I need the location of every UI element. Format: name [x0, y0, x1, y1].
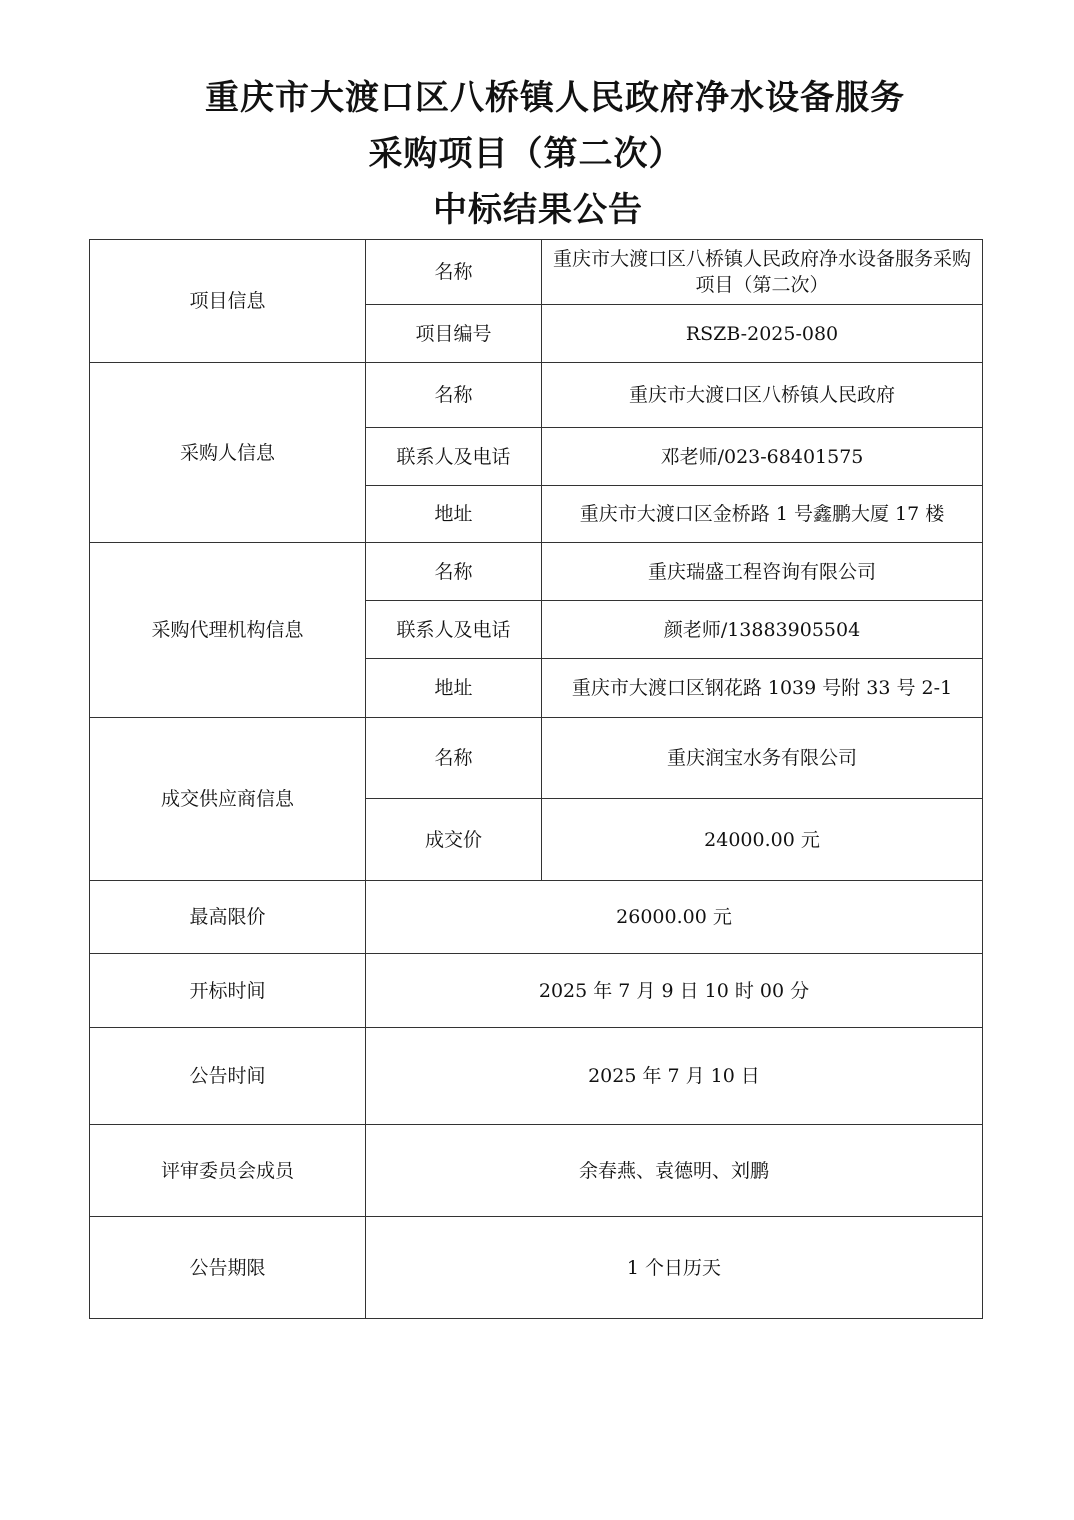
project-number-label: 项目编号	[366, 305, 542, 363]
announce-time-value: 2025 年 7 月 10 日	[366, 1028, 983, 1125]
supplier-name-value: 重庆润宝水务有限公司	[542, 718, 983, 799]
project-name-value: 重庆市大渡口区八桥镇人民政府净水设备服务采购项目（第二次）	[542, 240, 983, 305]
purchaser-name-label: 名称	[366, 363, 542, 428]
agency-section-label: 采购代理机构信息	[90, 543, 366, 718]
table-row	[90, 240, 983, 305]
project-name-label: 名称	[366, 240, 542, 305]
project-section-label: 项目信息	[90, 240, 366, 363]
table-row	[90, 363, 983, 428]
result-table	[89, 239, 983, 1319]
table-row	[90, 1028, 983, 1125]
announce-period-value: 1 个日历天	[366, 1217, 983, 1319]
bid-opening-label: 开标时间	[90, 954, 366, 1028]
page-title-line-2: 采购项目（第二次）	[368, 134, 684, 174]
purchaser-contact-value: 邓老师/023-68401575	[542, 428, 983, 486]
agency-name-label: 名称	[366, 543, 542, 601]
agency-name-value: 重庆瑞盛工程咨询有限公司	[542, 543, 983, 601]
agency-contact-label: 联系人及电话	[366, 601, 542, 659]
supplier-section-label: 成交供应商信息	[90, 718, 366, 881]
bid-opening-value: 2025 年 7 月 9 日 10 时 00 分	[366, 954, 983, 1028]
committee-label: 评审委员会成员	[90, 1125, 366, 1217]
purchaser-address-value: 重庆市大渡口区金桥路 1 号鑫鹏大厦 17 楼	[542, 486, 983, 543]
supplier-name-label: 名称	[366, 718, 542, 799]
announce-period-label: 公告期限	[90, 1217, 366, 1319]
page-title-line-1: 重庆市大渡口区八桥镇人民政府净水设备服务	[205, 78, 905, 118]
supplier-price-value: 24000.00 元	[542, 799, 983, 881]
committee-value: 余春燕、袁德明、刘鹏	[366, 1125, 983, 1217]
table-row	[90, 1217, 983, 1319]
max-price-value: 26000.00 元	[366, 881, 983, 954]
purchaser-address-label: 地址	[366, 486, 542, 543]
table-row	[90, 1125, 983, 1217]
max-price-label: 最高限价	[90, 881, 366, 954]
project-number-value: RSZB-2025-080	[542, 305, 983, 363]
table-row	[90, 954, 983, 1028]
page-title-line-3: 中标结果公告	[433, 190, 643, 230]
table-row	[90, 543, 983, 601]
table-row	[90, 881, 983, 954]
agency-address-label: 地址	[366, 659, 542, 718]
table-row	[90, 718, 983, 799]
purchaser-name-value: 重庆市大渡口区八桥镇人民政府	[542, 363, 983, 428]
agency-contact-value: 颜老师/13883905504	[542, 601, 983, 659]
purchaser-contact-label: 联系人及电话	[366, 428, 542, 486]
supplier-price-label: 成交价	[366, 799, 542, 881]
purchaser-section-label: 采购人信息	[90, 363, 366, 543]
agency-address-value: 重庆市大渡口区钢花路 1039 号附 33 号 2-1	[542, 659, 983, 718]
announce-time-label: 公告时间	[90, 1028, 366, 1125]
